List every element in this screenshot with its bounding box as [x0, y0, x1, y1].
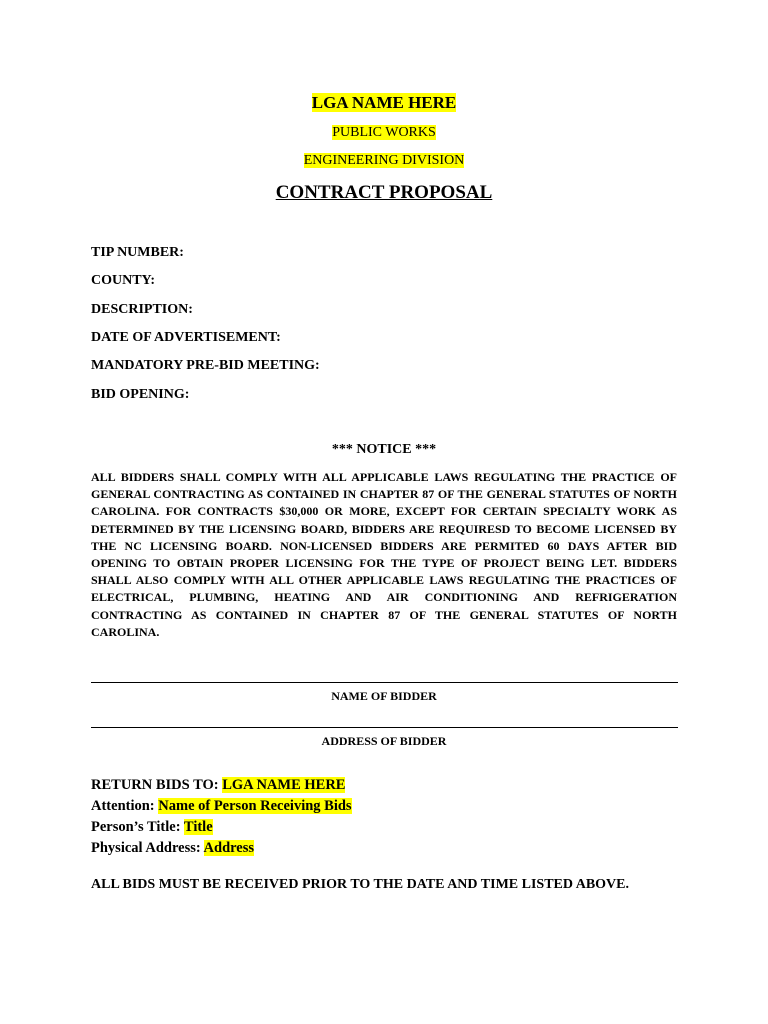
bidder-name-line [91, 682, 678, 683]
physical-address-line [91, 838, 352, 859]
document-title: CONTRACT PROPOSAL [275, 182, 493, 203]
field-county: COUNTY: [91, 273, 156, 288]
physical-address-value: Address [203, 840, 255, 856]
person-title-label: Person’s Title: [91, 819, 184, 835]
lga-name-heading [0, 93, 768, 113]
attention-label: Attention: [91, 798, 159, 814]
person-title-line [91, 817, 352, 838]
notice-body: ALL BIDDERS SHALL COMPLY WITH ALL APPLICABLE LAWS REGULATING THE PRACTICE OF GENERAL CONTRACTING AS CONTAINED IN CHAPTER 87 OF THE GENERAL STATUTES OF NORTH CAROLINA. FOR CONTRACTS $30,000 OR MORE, EXCEPT FOR CERTAIN SPECIALTY WORK AS DETERMINED BY THE LICENSING BOARD, BIDDERS ARE REQUIRESD TO BECOME LICENSED BY THE NC LICENSING BOARD. NON-LICENSED BIDDERS ARE PERMITED 60 DAYS AFTER BID OPENING TO OBTAIN PROPER LICENSING FOR THE TYPE OF PROJECT BEING LET. BIDDERS SHALL ALSO COMPLY WITH ALL OTHER APPLICABLE LAWS REGULATING THE PRACTICES OF ELECTRICAL, PLUMBING, HEATING AND AIR CONDITIONING AND REFRIGERATION CONTRACTING AS CONTAINED IN CHAPTER 87 OF THE GENERAL STATUTES OF NORTH CAROLINA. [91, 470, 677, 639]
return-bids-block [91, 775, 352, 859]
department-heading [0, 125, 768, 141]
physical-address-label: Physical Address: [91, 840, 204, 856]
notice-heading: *** NOTICE *** [331, 442, 437, 457]
bidder-address-line [91, 727, 678, 728]
attention-line [91, 796, 352, 817]
return-bids-value: LGA NAME HERE [222, 777, 346, 793]
field-date-of-advertisement: DATE OF ADVERTISEMENT: [91, 330, 281, 345]
field-description: DESCRIPTION: [91, 302, 193, 317]
field-bid-opening: BID OPENING: [91, 387, 190, 402]
return-bids-label: RETURN BIDS TO: [91, 777, 223, 793]
division-heading [0, 153, 768, 169]
lga-name-text: LGA NAME HERE [311, 93, 457, 112]
return-bids-line [91, 775, 352, 796]
final-notice: ALL BIDS MUST BE RECEIVED PRIOR TO THE DATE AND TIME LISTED ABOVE. [91, 877, 629, 892]
attention-value: Name of Person Receiving Bids [158, 798, 352, 814]
bidder-address-label: ADDRESS OF BIDDER [321, 734, 447, 748]
department-text: PUBLIC WORKS [332, 125, 436, 140]
field-tip-number: TIP NUMBER: [91, 245, 184, 260]
person-title-value: Title [183, 819, 213, 835]
bidder-name-label: NAME OF BIDDER [331, 689, 437, 703]
division-text: ENGINEERING DIVISION [303, 153, 465, 168]
field-pre-bid-meeting: MANDATORY PRE-BID MEETING: [91, 358, 320, 373]
